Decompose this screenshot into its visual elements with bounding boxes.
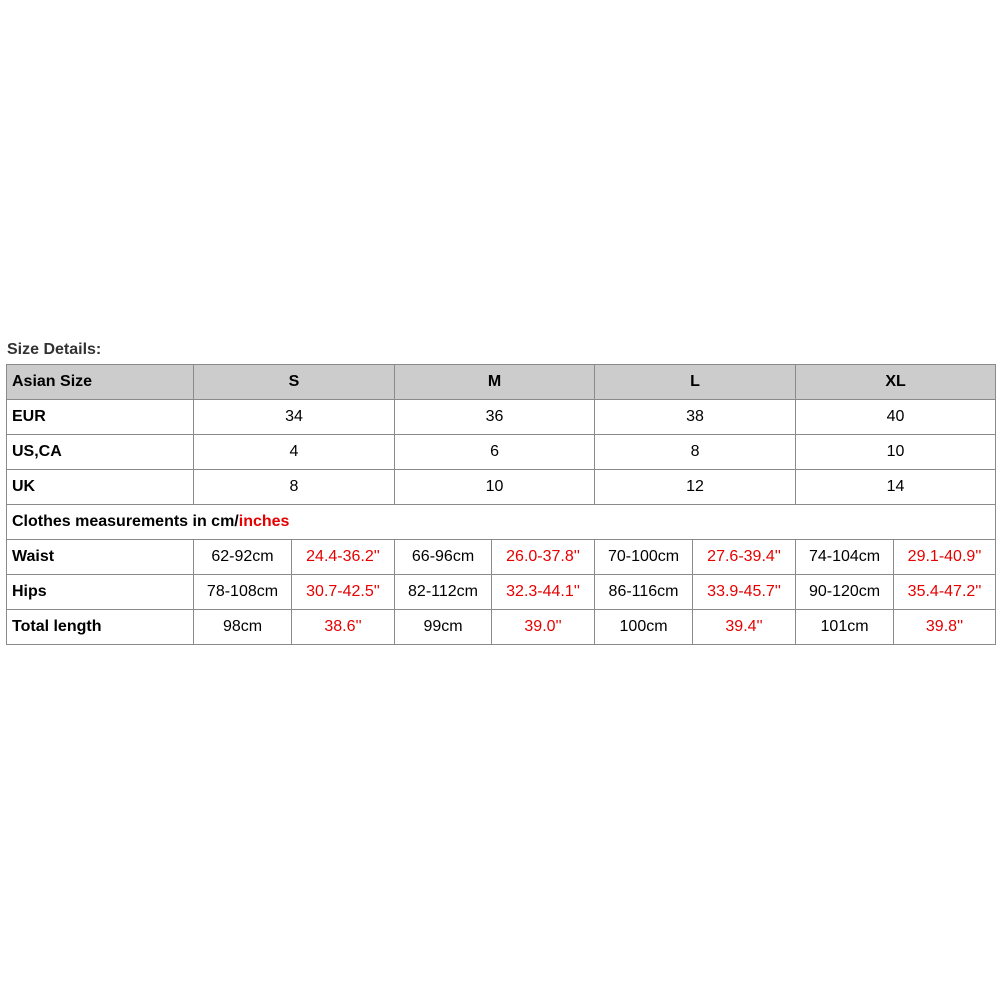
table-cell: 8 <box>194 470 395 505</box>
row-label: UK <box>7 470 194 505</box>
cm-cell: 70-100cm <box>595 540 693 575</box>
size-s-header: S <box>194 365 395 400</box>
table-cell: 12 <box>595 470 796 505</box>
size-chart-table <box>6 364 996 645</box>
row-label: EUR <box>7 400 194 435</box>
inch-cell: 29.1-40.9'' <box>894 540 996 575</box>
table-row <box>7 610 996 645</box>
cm-cell: 90-120cm <box>796 575 894 610</box>
cm-cell: 100cm <box>595 610 693 645</box>
row-label: US,CA <box>7 435 194 470</box>
table-row <box>7 470 996 505</box>
table-cell: 10 <box>796 435 996 470</box>
inch-cell: 24.4-36.2'' <box>292 540 395 575</box>
row-label: Hips <box>7 575 194 610</box>
cm-cell: 62-92cm <box>194 540 292 575</box>
measurements-heading-row <box>7 505 996 540</box>
inch-cell: 32.3-44.1'' <box>492 575 595 610</box>
table-row <box>7 540 996 575</box>
row-label: Waist <box>7 540 194 575</box>
inch-cell: 30.7-42.5'' <box>292 575 395 610</box>
header-label: Asian Size <box>7 365 194 400</box>
inch-cell: 26.0-37.8'' <box>492 540 595 575</box>
measurements-heading-highlight: inches <box>238 513 290 530</box>
inch-cell: 38.6'' <box>292 610 395 645</box>
header-row <box>7 365 996 400</box>
cm-cell: 98cm <box>194 610 292 645</box>
inch-cell: 35.4-47.2'' <box>894 575 996 610</box>
inch-cell: 33.9-45.7'' <box>693 575 796 610</box>
table-row <box>7 435 996 470</box>
table-caption: Size Details: <box>7 341 102 358</box>
table-cell: 36 <box>395 400 595 435</box>
cm-cell: 82-112cm <box>395 575 492 610</box>
size-m-header: M <box>395 365 595 400</box>
table-cell: 4 <box>194 435 395 470</box>
table-row <box>7 400 996 435</box>
measurements-heading <box>7 505 996 540</box>
row-label: Total length <box>7 610 194 645</box>
table-cell: 6 <box>395 435 595 470</box>
inch-cell: 39.4'' <box>693 610 796 645</box>
table-cell: 38 <box>595 400 796 435</box>
cm-cell: 66-96cm <box>395 540 492 575</box>
cm-cell: 99cm <box>395 610 492 645</box>
cm-cell: 78-108cm <box>194 575 292 610</box>
size-xl-header: XL <box>796 365 996 400</box>
measurements-heading-prefix: Clothes measurements in cm/ <box>12 513 239 530</box>
table-cell: 14 <box>796 470 996 505</box>
cm-cell: 74-104cm <box>796 540 894 575</box>
size-l-header: L <box>595 365 796 400</box>
inch-cell: 27.6-39.4'' <box>693 540 796 575</box>
table-cell: 10 <box>395 470 595 505</box>
inch-cell: 39.0'' <box>492 610 595 645</box>
inch-cell: 39.8'' <box>894 610 996 645</box>
table-row <box>7 575 996 610</box>
cm-cell: 101cm <box>796 610 894 645</box>
table-cell: 34 <box>194 400 395 435</box>
table-cell: 8 <box>595 435 796 470</box>
table-cell: 40 <box>796 400 996 435</box>
cm-cell: 86-116cm <box>595 575 693 610</box>
